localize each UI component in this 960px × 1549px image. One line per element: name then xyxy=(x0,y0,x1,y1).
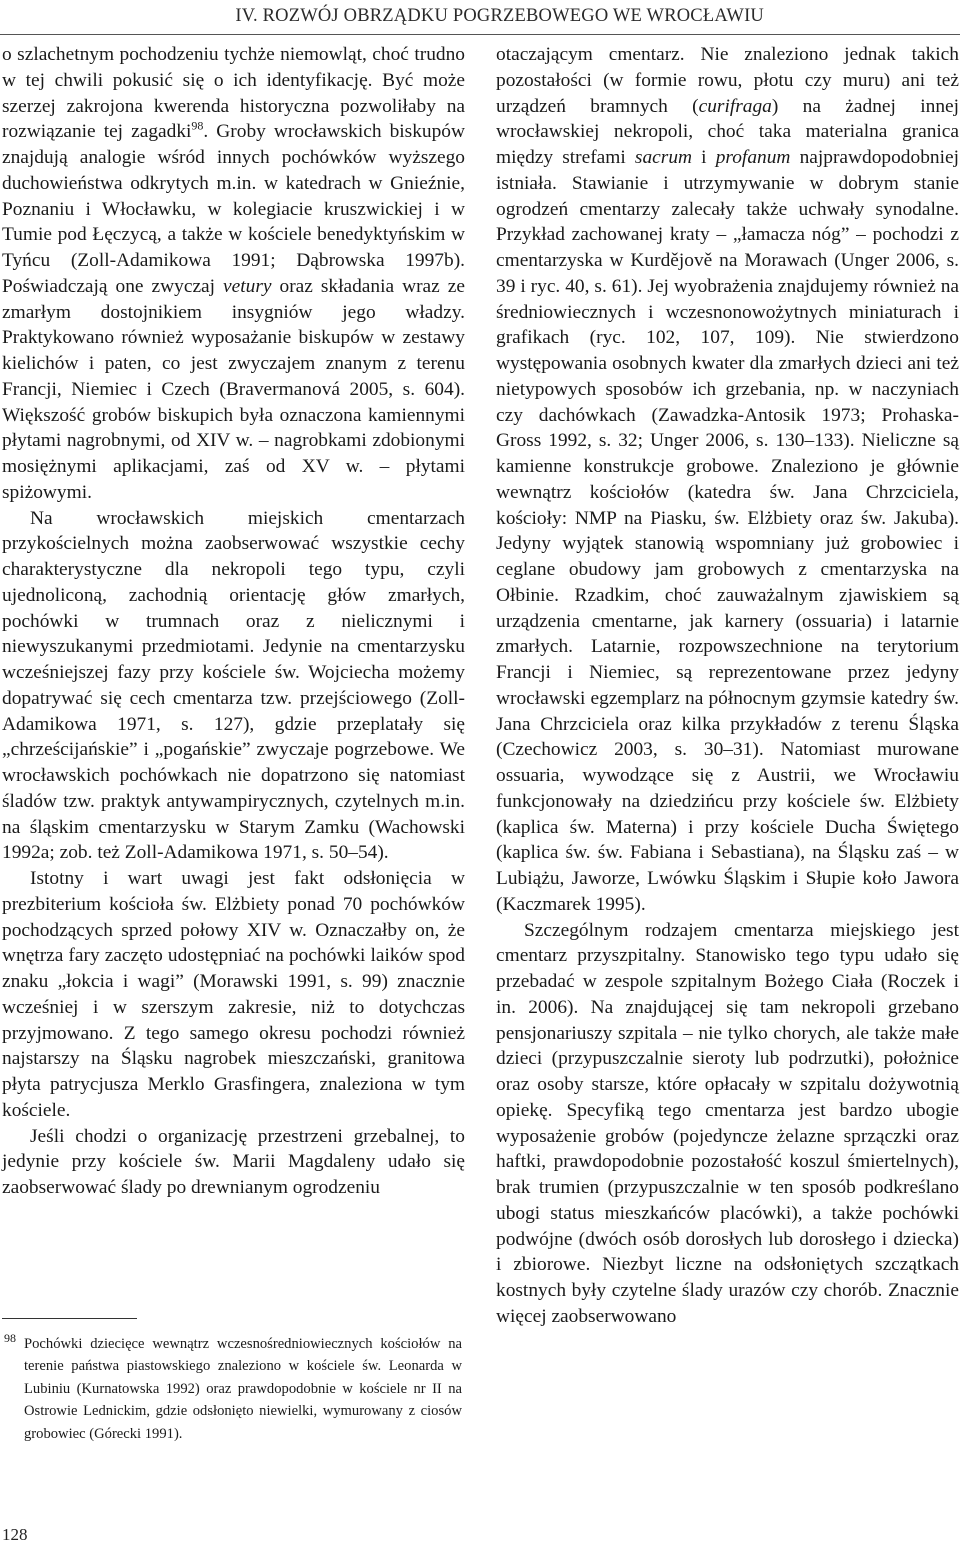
footnote-divider xyxy=(2,1318,137,1319)
paragraph: Szczególnym rodzajem cmentarza miejskiego jest cmentarz przyszpitalny. Stanowisko tego typu udało się przebadać w zespole szpitalnym Bożego Ciała (Roczek i in. 2006). Na znajdującej się tam nekropoli grzebano pensjonariuszy szpitala – nie tylko chorych, ale także małe dzieci (przypuszczalnie sieroty lub podrzutki), położnice oraz osoby starsze, które opłacały w szpitalu dożywotnią opiekę. Specyfiką tego cmentarza jest bardzo ubogie wyposażenie grobów (pojedyncze żelazne sprzączki oraz haftki, prawdopodobnie pozostałość koszul śmiertelnych), brak trumien (przypuszczalnie w ten sposób podkreślano ubogi status mieszkańców placówki), a także pochówki podwójne (dwóch osób dorosłych lub dorosłego i dziecka) i zbiorowe. Niezbyt liczne na odsłoniętych szczątkach kostnych były czytelne ślady urazów czy chorób. Znacznie więcej zaobserwowano xyxy=(496,919,959,1327)
italic-term: profanum xyxy=(715,147,791,168)
paragraph xyxy=(496,42,959,918)
italic-term: vetury xyxy=(223,275,272,297)
paragraph: Na wrocławskich miejskich cmentarzach przykościelnych można zaobserwować wszystkie cechy charakterystyczne dla nekropoli tego typu, czyli ujednoliconą, zachodnią orientację głów zmarłych, pochówki w trumnach oraz z nielicznymi i niewyszukanymi przedmiotami. Jedynie na cmentarzysku wcześniejszej fazy przy kościele św. Wojciecha możemy dopatrywać się cech cmentarza tzw. przejściowego (Zoll-Adamikowa 1971, s. 127), gdzie przeplatały się „chrześcijańskie” i „pogańskie” zwyczaje pogrzebowe. We wrocławskich pochówkach nie dopatrzono się natomiast śladów tzw. praktyk antywampirycznych, czytelnych m.in. na śląskim cmentarzysku w Starym Zamku (Wachowski 1992a; zob. też Zoll-Adamikowa 1971, s. 50–54). xyxy=(2,507,465,864)
text-run: otaczającym cmentarz. Nie znaleziono jednak takich pozostałości (w formie rowu, płotu czy muru) ani też urządzeń bramnych ( xyxy=(496,44,959,117)
running-header xyxy=(0,4,960,35)
footnote-text: Pochówki dziecięce wewnątrz wczesnośredniowiecznych kościołów na terenie państwa piastowskiego znaleziono w kościele św. Leonarda w Lubiniu (Kurnatowska 1992) oraz prawdopodobnie w kościele nr II na Ostrowie Lednickim, gdzie odsłonięto niewielki, wymurowany z ciosów grobowiec (Górecki 1991). xyxy=(24,1336,462,1442)
text-run: . Groby wrocławskich biskupów znajdują analogie wśród innych pochówków wyższego duchowieństwa odkrytych m.in. w katedrach w Gnieźnie, Poznaniu i Włocławku, w kolegiacie kruszwickiej i w Tumie pod Łęczycą, a także w kościele benedyktyńskim w Tyńcu (Zoll-Adamikowa 1991; Dąbrowska 1997b). Poświadczają one zwyczaj xyxy=(2,121,465,297)
paragraph: Jeśli chodzi o organizację przestrzeni grzebalnej, to jedynie przy kościele św. Marii Magdaleny udało się zaobserwować ślady po drewnianym ogrodzeniu xyxy=(2,1125,465,1198)
footnote xyxy=(2,1333,462,1445)
running-title: IV. ROZWÓJ OBRZĄDKU POGRZEBOWEGO WE WROCŁAWIU xyxy=(235,6,764,26)
footnote-reference[interactable]: 98 xyxy=(191,118,204,133)
italic-term: curifraga xyxy=(698,95,772,117)
right-column xyxy=(496,42,959,1330)
text-run: oraz składania wraz ze zmarłym dostojnikiem insygniów jego władzy. Praktykowano również wyposażanie biskupów w zestawy kielichów i paten, co jest zwyczajem znanym z terenu Francji, Niemiec i Czech (Bravermanová 2005, s. 604). Większość grobów biskupich była oznaczona kamiennymi płytami nagrobnymi, od XIV w. – nagrobkami zdobionymi mosiężnymi aplikacjami, zaś od XV w. – płytami spiżowymi. xyxy=(2,275,465,503)
footnote-number: 98 xyxy=(4,1331,16,1345)
left-column xyxy=(2,42,465,1201)
text-run: najprawdopodobniej istniała. Stawianie i utrzymywanie w dobrym stanie ogrodzeń cmentarzy zalecały także uchwały synodalne. Przykład zachowanej kraty – „łamacza nóg” – pochodzi z cmentarzyska w Kurdějově na Morawach (Unger 2006, s. 39 i ryc. 40, s. 61). Jej wyobrażenia znajdujemy również na średniowiecznych i wczesnonowożytnych miniaturach i grafikach (ryc. 102, 107, 109). Nie stwierdzono występowania osobnych kwater dla zmarłych dzieci ani też nietypowych sposobów ich grzebania, np. w naczyniach czy dachówkach (Zawadzka-Antosik 1973; Prohaska-Gross 1992, s. 32; Unger 2006, s. 130–133). Nieliczne są kamienne konstrukcje grobowe. Znaleziono je głównie wewnątrz kościołów (katedra św. Jana Chrzciciela, kościoły: NMP na Piasku, św. Elżbiety oraz św. Jakuba). Jedyny wyjątek stanowią wspomniany już grobowiec i ceglane obudowy jam grobowych z cmentarzyska na Ołbinie. Rzadkim, choć zauważalnym zjawiskiem są urządzenia cmentarne, jak karnery (ossuaria) i latarnie zmarłych. Latarnie, rozpowszechnione na terytorium Francji i Niemiec, są reprezentowane przez jedyny wrocławski egzemplarz na północnym gzymsie katedry św. Jana Chrzciciela oraz kilka przykładów z terenu Śląska (Czechowicz 2003, s. 30–31). Natomiast murowane ossuaria, wywodzące się z Austrii, we Wrocławiu funkcjonowały na dziedzińcu przy kościele św. Elżbiety (kaplica św. Materna) i przy kościele Ducha Świętego (kaplica św. św. Fabiana i Sebastiana), na Śląsku zaś – w Lubiążu, Jaworze, Lwówku Śląskim i Słupie koło Jawora (Kaczmarek 1995). xyxy=(496,147,959,915)
text-run: ) na żadnej innej wrocławskiej nekropoli, choć taka materialna granica między strefami xyxy=(496,95,960,168)
paragraph: Istotny i wart uwagi jest fakt odsłonięcia w prezbiterium kościoła św. Elżbiety ponad 70 pochówków pochodzących sprzed połowy XIV w. Oznaczałby on, że wnętrza fary zaczęto udostępniać na pochówki laików spod znaku „łokcia i wagi” (Morawski 1991, s. 99) znacznie wcześniej i w szerszym zakresie, niż to dotychczas przyjmowano. Z tego samego okresu pochodzi również najstarszy na Śląsku nagrobek mieszczański, granitowa płyta patrycjusza Merklo Grasfingera, znaleziona w tym kościele. xyxy=(2,868,465,1121)
paragraph xyxy=(2,42,465,506)
text-run: o szlachetnym pochodzeniu tychże niemowląt, choć trudno w tej chwili pokusić się o ich identyfikację. Być może szerzej zakrojona kwerenda historyczna pozwoliłaby na rozwiązanie tej zagadki xyxy=(2,44,465,143)
text-run: i xyxy=(692,147,716,168)
page-number: 128 xyxy=(2,1525,28,1544)
italic-term: sacrum xyxy=(634,147,693,168)
